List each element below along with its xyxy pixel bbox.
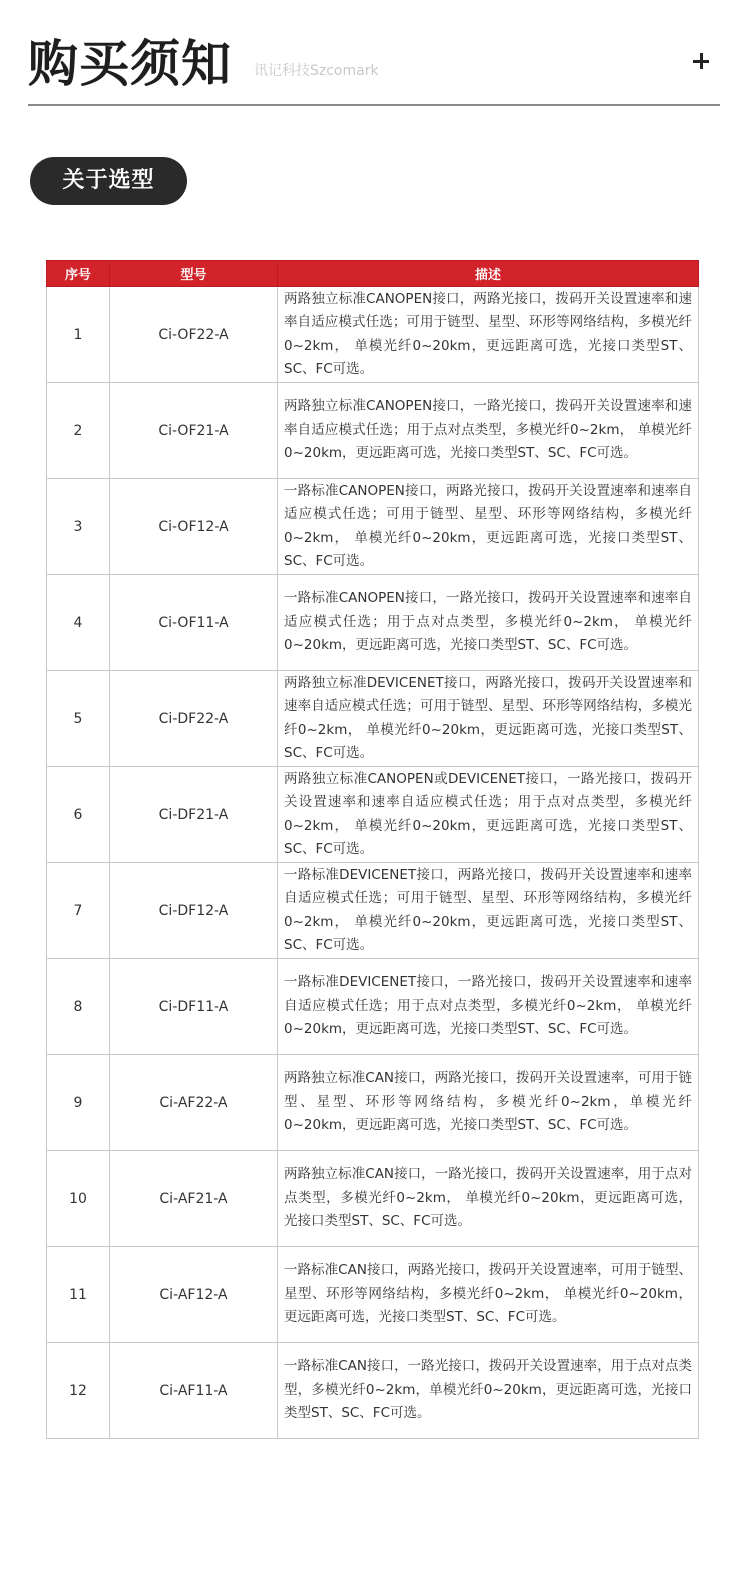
table-header-row	[47, 261, 699, 287]
cell-index: 2	[47, 383, 110, 479]
brand-subtitle: 讯记科技Szcomark	[254, 63, 379, 79]
table-row	[47, 479, 699, 575]
cell-model: Ci-DF22-A	[110, 671, 278, 767]
table-row	[47, 383, 699, 479]
selection-table	[46, 260, 699, 1439]
cell-model: Ci-AF21-A	[110, 1151, 278, 1247]
table-row	[47, 1343, 699, 1439]
table-row	[47, 1055, 699, 1151]
cell-index: 1	[47, 287, 110, 383]
table-row	[47, 863, 699, 959]
cell-description: 一路标准CAN接口，两路光接口，拨码开关设置速率，可用于链型、星型、环形等网络结构，多模光纤0~2km， 单模光纤0~20km，更远距离可选，光接口类型ST、SC、FC可选。	[278, 1247, 699, 1343]
cell-index: 10	[47, 1151, 110, 1247]
cell-index: 12	[47, 1343, 110, 1439]
cell-index: 9	[47, 1055, 110, 1151]
table-row	[47, 575, 699, 671]
header-divider	[28, 104, 720, 106]
cell-index: 6	[47, 767, 110, 863]
plus-icon[interactable]	[690, 50, 712, 72]
cell-model: Ci-AF11-A	[110, 1343, 278, 1439]
table-row	[47, 959, 699, 1055]
cell-model: Ci-OF12-A	[110, 479, 278, 575]
cell-model: Ci-DF11-A	[110, 959, 278, 1055]
cell-index: 8	[47, 959, 110, 1055]
cell-description: 两路独立标准DEVICENET接口，两路光接口，拨码开关设置速率和速率自适应模式任选；可用于链型、星型、环形等网络结构，多模光纤0~2km， 单模光纤0~20km，更远距离可选，光接口类型ST、SC、FC可选。	[278, 671, 699, 767]
cell-description: 一路标准CAN接口，一路光接口，拨码开关设置速率，用于点对点类型，多模光纤0~2km，单模光纤0~20km，更远距离可选，光接口类型ST、SC、FC可选。	[278, 1343, 699, 1439]
page-header	[28, 28, 720, 106]
cell-model: Ci-OF11-A	[110, 575, 278, 671]
section-label: 关于选型	[30, 157, 187, 205]
table-row	[47, 1247, 699, 1343]
cell-index: 11	[47, 1247, 110, 1343]
cell-model: Ci-DF12-A	[110, 863, 278, 959]
page-title: 购买须知	[28, 35, 232, 93]
cell-index: 7	[47, 863, 110, 959]
cell-description: 一路标准CANOPEN接口，一路光接口，拨码开关设置速率和速率自适应模式任选；用于点对点类型，多模光纤0~2km， 单模光纤0~20km，更远距离可选，光接口类型ST、SC、FC可选。	[278, 575, 699, 671]
cell-description: 两路独立标准CANOPEN接口，两路光接口，拨码开关设置速率和速率自适应模式任选；可用于链型、星型、环形等网络结构，多模光纤0~2km， 单模光纤0~20km，更远距离可选，光接口类型ST、SC、FC可选。	[278, 287, 699, 383]
table-row	[47, 1151, 699, 1247]
cell-model: Ci-DF21-A	[110, 767, 278, 863]
cell-description: 两路独立标准CAN接口，一路光接口，拨码开关设置速率，用于点对点类型，多模光纤0~2km， 单模光纤0~20km，更远距离可选，光接口类型ST、SC、FC可选。	[278, 1151, 699, 1247]
cell-description: 一路标准DEVICENET接口，两路光接口，拨码开关设置速率和速率自适应模式任选；可用于链型、星型、环形等网络结构，多模光纤0~2km， 单模光纤0~20km，更远距离可选，光接口类型ST、SC、FC可选。	[278, 863, 699, 959]
cell-model: Ci-AF22-A	[110, 1055, 278, 1151]
cell-description: 两路独立标准CAN接口，两路光接口，拨码开关设置速率，可用于链型、星型、环形等网络结构，多模光纤0~2km，单模光纤0~20km，更远距离可选，光接口类型ST、SC、FC可选。	[278, 1055, 699, 1151]
cell-index: 3	[47, 479, 110, 575]
cell-model: Ci-OF22-A	[110, 287, 278, 383]
column-header-index: 序号	[47, 261, 110, 287]
cell-description: 一路标准CANOPEN接口，两路光接口，拨码开关设置速率和速率自适应模式任选；可用于链型、星型、环形等网络结构，多模光纤0~2km， 单模光纤0~20km，更远距离可选，光接口类型ST、SC、FC可选。	[278, 479, 699, 575]
cell-description: 两路独立标准CANOPEN或DEVICENET接口，一路光接口，拨码开关设置速率和速率自适应模式任选；用于点对点类型，多模光纤0~2km， 单模光纤0~20km，更远距离可选，光接口类型ST、SC、FC可选。	[278, 767, 699, 863]
table-row	[47, 767, 699, 863]
column-header-description: 描述	[278, 261, 699, 287]
cell-description: 一路标准DEVICENET接口，一路光接口，拨码开关设置速率和速率自适应模式任选；用于点对点类型，多模光纤0~2km， 单模光纤0~20km，更远距离可选，光接口类型ST、SC、FC可选。	[278, 959, 699, 1055]
cell-model: Ci-OF21-A	[110, 383, 278, 479]
table-row	[47, 287, 699, 383]
cell-model: Ci-AF12-A	[110, 1247, 278, 1343]
cell-index: 4	[47, 575, 110, 671]
column-header-model: 型号	[110, 261, 278, 287]
cell-description: 两路独立标准CANOPEN接口，一路光接口，拨码开关设置速率和速率自适应模式任选；用于点对点类型，多模光纤0~2km， 单模光纤0~20km，更远距离可选，光接口类型ST、SC、FC可选。	[278, 383, 699, 479]
cell-index: 5	[47, 671, 110, 767]
table-row	[47, 671, 699, 767]
